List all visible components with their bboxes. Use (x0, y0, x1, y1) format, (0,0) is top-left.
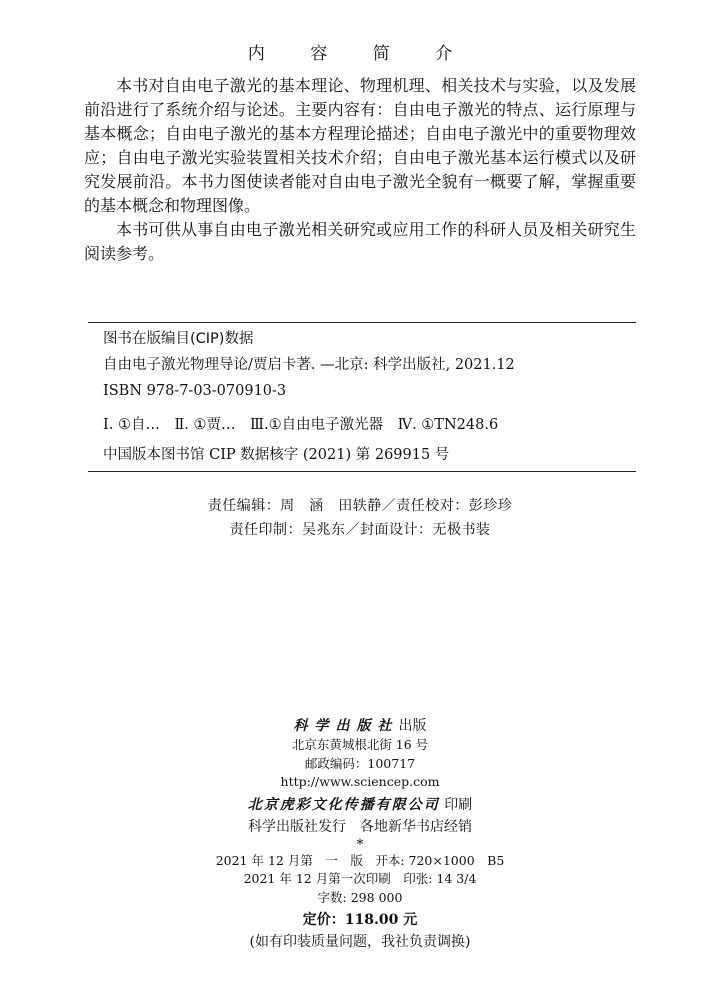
printer-suffix: 印刷 (444, 796, 473, 813)
edition-info: 2021 年 12 月第 一 版 开本: 720×1000 B5 (215, 852, 505, 868)
publisher-name: 科学出版社 (293, 718, 399, 734)
publisher-postcode: 邮政编码：100717 (304, 755, 416, 771)
price: 定价：118.00 元 (302, 912, 418, 928)
printer-line (0, 794, 720, 816)
publisher-address: 北京东黄城根北街 16 号 (291, 737, 429, 752)
summary-title: 内 容 简 介 (247, 44, 473, 64)
publisher-line (0, 716, 720, 736)
credits-production: 责任印制：吴兆东／封面设计：无极书装 (229, 522, 491, 538)
credits (0, 494, 720, 542)
distribution: 科学出版社发行 各地新华书店经销 (248, 818, 472, 835)
word-count: 字数: 298 000 (317, 889, 403, 905)
cip-heading: 图书在版编目(CIP)数据 (103, 331, 254, 347)
publication-info (0, 716, 720, 953)
summary-paragraph: 本书对自由电子激光的基本理论、物理机理、相关技术与实验，以及发展前沿进行了系统介绍与论述。主要内容有：自由电子激光的特点、运行原理与基本概念；自由电子激光的基本方程理论描述；自由电子激光中的重要物理效应；自由电子激光实验装置相关技术介绍；自由电子激光基本运行模式以及研究发展前沿。本书力图使读者能对自由电子激光全貌有一概要了解，掌握重要的基本概念和物理图像。 (84, 76, 636, 215)
publisher-suffix: 出版 (398, 718, 427, 734)
quality-note: (如有印装质量问题，我社负责调换) (249, 934, 471, 950)
separator-star: * (356, 836, 364, 853)
publisher-website: http://www.sciencep.com (280, 774, 440, 789)
cip-record-number: 中国版本图书馆 CIP 数据核字 (2021) 第 269915 号 (103, 447, 450, 463)
printer-name: 北京虎彩文化传播有限公司 (247, 796, 440, 813)
credits-editors: 责任编辑：周 涵 田轶静／责任校对：彭珍珍 (207, 498, 513, 514)
cip-block (88, 322, 636, 472)
cip-classification: Ⅰ. ①自… Ⅱ. ①贾… Ⅲ.①自由电子激光器 Ⅳ. ①TN248.6 (103, 417, 499, 433)
summary-body (84, 74, 636, 266)
cip-isbn: ISBN 978-7-03-070910-3 (103, 383, 287, 399)
cip-citation: 自由电子激光物理导论/贾启卡著. —北京: 科学出版社, 2021.12 (103, 357, 515, 373)
summary-paragraph: 本书可供从事自由电子激光相关研究或应用工作的科研人员及相关研究生阅读参考。 (84, 220, 636, 263)
printing-info: 2021 年 12 月第一次印刷 印张: 14 3/4 (243, 871, 477, 886)
